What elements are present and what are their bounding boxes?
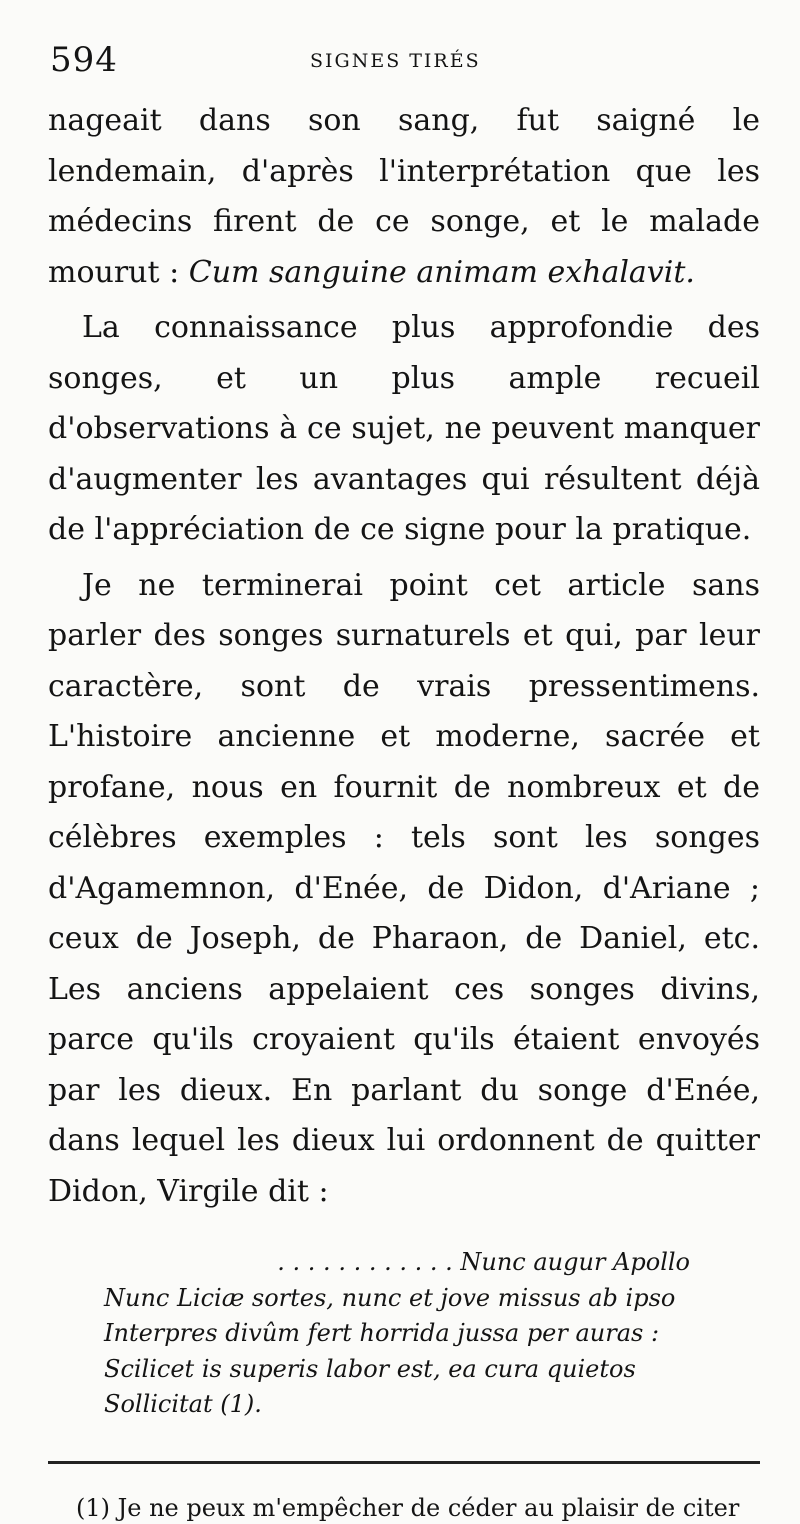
- paragraph-continued: [48, 96, 760, 298]
- page-number: 594: [50, 40, 118, 80]
- verse-line-1: . . . . . . . . . . . . Nunc augur Apollo: [277, 1248, 690, 1276]
- verse-line-5: Sollicitat (1).: [104, 1390, 262, 1418]
- footnote: (1) Je ne peux m'empêcher de céder au plaisir de citer: [76, 1493, 740, 1522]
- verse-line-4: Scilicet is superis labor est, ea cura quietos: [104, 1354, 636, 1383]
- paragraph-3: Je ne terminerai point cet article sans parler des songes surnaturels et qui, par leur caractère, sont de vrais pressentimens. L'histoire ancienne et moderne, sacrée et profane, nous en fournit de nombreux et de célèbres exemples : tels sont les songes d'Agamemnon, d'Enée, de Didon, d'Ariane ; ceux de Joseph, de Pharaon, de Daniel, etc. Les anciens appelaient ces songes divins, parce qu'ils croyaient qu'ils étaient envoyés par les dieux. En parlant du songe d'Enée, dans lequel les dieux lui ordonnent de quitter Didon, Virgile dit :: [48, 567, 760, 1209]
- verse-line-3: Interpres divûm fert horrida jussa per auras :: [104, 1319, 660, 1347]
- page-header: [48, 40, 760, 100]
- verse-quotation: [104, 1245, 760, 1423]
- paragraph-1-text: nageait dans son sang, fut saigné le lendemain, d'après l'interprétation que les médecins firent de ce songe, et le malade mourut :: [48, 103, 760, 290]
- running-head: SIGNES TIRÉS: [310, 50, 481, 72]
- footnote-divider: [48, 1461, 760, 1464]
- body-text: [48, 96, 760, 1217]
- latin-phrase: Cum sanguine animam exhalavit.: [188, 254, 695, 290]
- paragraph-2: La connaissance plus approfondie des songes, et un plus ample recueil d'observations à ce sujet, ne peuvent manquer d'augmenter les avantages qui résultent déjà de l'appréciation de ce signe pour la pratique.: [48, 310, 760, 547]
- book-page: [48, 40, 760, 1524]
- verse-line-2: Nunc Liciæ sortes, nunc et jove missus ab ipso: [104, 1283, 676, 1312]
